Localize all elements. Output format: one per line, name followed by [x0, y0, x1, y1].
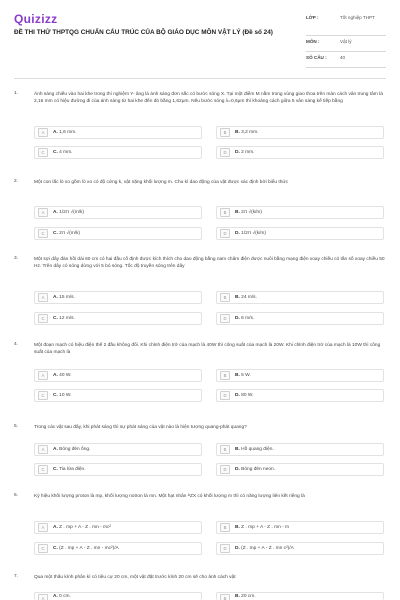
- option-text: Tia lửa điện.: [59, 467, 86, 472]
- option-c[interactable]: [34, 389, 202, 402]
- option-d[interactable]: [216, 389, 384, 402]
- question-7: [14, 574, 386, 600]
- header-divider: [14, 78, 386, 79]
- option-prefix: D.: [235, 546, 240, 551]
- option-text: 1/2π √(k/m): [241, 231, 267, 236]
- option-prefix: D.: [235, 231, 240, 236]
- meta-count: [306, 52, 386, 68]
- option-text: (Z . mp + A - Z . mn c²)/A: [241, 546, 294, 551]
- question-3: [14, 256, 386, 321]
- option-b[interactable]: [216, 291, 384, 304]
- option-c[interactable]: [34, 463, 202, 476]
- document-title: ĐỀ THI THỬ THPTQG CHUẨN CẤU TRÚC CỦA BỘ GIÁO DỤC MÔN VẬT LÝ (Đề số 24): [14, 29, 273, 36]
- option-prefix: C.: [53, 546, 58, 551]
- option-letter: A: [38, 208, 48, 217]
- meta-subject-label: MÔN :: [306, 39, 320, 44]
- option-prefix: A.: [53, 210, 58, 215]
- option-letter: D: [220, 148, 230, 157]
- option-letter: D: [220, 391, 230, 400]
- option-letter: B: [220, 371, 230, 380]
- option-d[interactable]: [216, 463, 384, 476]
- option-letter: C: [38, 391, 48, 400]
- option-text: 24 m/s.: [241, 295, 257, 300]
- option-text: Z . mp + A - Z . mn - mc²: [59, 525, 111, 530]
- option-prefix: B.: [235, 295, 240, 300]
- option-letter: D: [220, 314, 230, 323]
- option-prefix: C.: [53, 150, 58, 155]
- meta-panel: [306, 12, 386, 68]
- option-text: 1,6 mm.: [59, 130, 77, 135]
- question-number: 4.: [14, 342, 19, 347]
- option-text: Bóng đèn neon.: [241, 467, 276, 472]
- meta-subject-value: Vật lý: [340, 39, 352, 44]
- option-prefix: B.: [235, 525, 240, 530]
- option-c[interactable]: [34, 227, 202, 240]
- option-prefix: B.: [235, 447, 240, 452]
- option-prefix: A.: [53, 295, 58, 300]
- option-prefix: B.: [235, 594, 240, 599]
- meta-count-value: 40: [340, 55, 346, 60]
- option-letter: B: [220, 208, 230, 217]
- option-prefix: C.: [53, 316, 58, 321]
- option-c[interactable]: [34, 312, 202, 325]
- meta-count-label: SỐ CÂU :: [306, 55, 327, 60]
- question-text: Kỳ hiệu khối lượng proton là mp, khối lượng notron là mn. Một hạt nhân ᴬZX có khối lượng m thì có năng lượng liên kết riêng là: [34, 494, 305, 499]
- option-prefix: B.: [235, 210, 240, 215]
- option-letter: C: [38, 544, 48, 553]
- question-number: 6.: [14, 493, 19, 498]
- option-a[interactable]: [34, 291, 202, 304]
- option-prefix: A.: [53, 373, 58, 378]
- question-1: [14, 91, 386, 155]
- quizizz-logo: Quizizz: [14, 12, 58, 26]
- option-c[interactable]: [34, 146, 202, 159]
- option-letter: C: [38, 229, 48, 238]
- option-letter: B: [220, 523, 230, 532]
- option-prefix: B.: [235, 373, 240, 378]
- option-letter: A: [38, 293, 48, 302]
- question-number: 5.: [14, 424, 19, 429]
- option-d[interactable]: [216, 542, 384, 555]
- question-text: Một sợi dây đàn hồi dài 60 cm có hai đầu cố định được kích thích cho dao động bằng nam châm điện được nuôi bằng mạng điện xoay chiều có tần số xoay chiều 50 Hz. Trên dây có sóng dừng với 5 bó sóng. Tốc độ truyền sóng trên dây: [34, 257, 385, 270]
- option-letter: D: [220, 544, 230, 553]
- option-letter: A: [38, 128, 48, 137]
- option-letter: A: [38, 371, 48, 380]
- option-letter: B: [220, 594, 230, 600]
- option-letter: D: [220, 229, 230, 238]
- option-prefix: D.: [235, 316, 240, 321]
- option-prefix: A.: [53, 130, 58, 135]
- question-text: Qua một thấu kính phân kì có tiêu cự 20 cm, một vật đặt trước kính 20 cm sẽ cho ảnh cách vật: [34, 575, 236, 580]
- option-text: 20 cm.: [241, 594, 256, 599]
- option-a[interactable]: [34, 369, 202, 382]
- option-prefix: D.: [235, 150, 240, 155]
- option-prefix: C.: [53, 231, 58, 236]
- option-text: 15 m/s.: [59, 295, 75, 300]
- question-number: 1.: [14, 91, 19, 96]
- option-prefix: B.: [235, 130, 240, 135]
- option-letter: B: [220, 128, 230, 137]
- option-prefix: A.: [53, 594, 58, 599]
- option-letter: D: [220, 465, 230, 474]
- meta-grade-label: LỚP :: [306, 15, 319, 20]
- option-a[interactable]: [34, 126, 202, 139]
- option-letter: A: [38, 445, 48, 454]
- option-prefix: A.: [53, 447, 58, 452]
- option-letter: C: [38, 148, 48, 157]
- option-a[interactable]: [34, 521, 202, 534]
- option-text: 2π √(k/m): [241, 210, 263, 215]
- option-text: (Z . mp + A - Z . mn - mc²)/A: [59, 546, 119, 551]
- question-2: [14, 179, 386, 236]
- option-text: Hồ quang điện.: [241, 447, 274, 452]
- question-6: [14, 493, 386, 551]
- option-text: 6 m/s.: [241, 316, 255, 321]
- option-b[interactable]: [216, 443, 384, 456]
- option-d[interactable]: [216, 146, 384, 159]
- option-d[interactable]: [216, 312, 384, 325]
- option-text: 80 W.: [241, 393, 254, 398]
- option-text: 2π √(m/k): [59, 231, 81, 236]
- option-text: 3,2 mm.: [241, 130, 259, 135]
- option-text: 0 cm.: [59, 594, 71, 599]
- option-b[interactable]: [216, 369, 384, 382]
- option-text: Bóng đèn ống.: [59, 447, 91, 452]
- option-text: 1/2π √(m/k): [59, 210, 85, 215]
- option-a[interactable]: [34, 443, 202, 456]
- question-text: Một đoạn mạch có hiệu điện thế 2 đầu không đổi. Khi chỉnh điện trở của mạch là 40W thì công suất của mạch là 20W. Khi chỉnh điện trở của mạch là 10W thì công suất của mạch là: [34, 343, 381, 356]
- option-c[interactable]: [34, 542, 202, 555]
- question-number: 7.: [14, 574, 19, 579]
- question-4: [14, 342, 386, 398]
- option-prefix: C.: [53, 393, 58, 398]
- option-letter: B: [220, 445, 230, 454]
- option-prefix: D.: [235, 467, 240, 472]
- option-text: 5 W.: [241, 373, 251, 378]
- option-text: 40 W.: [59, 373, 72, 378]
- option-a[interactable]: [34, 206, 202, 219]
- option-text: Z . mp + A - Z . mn - m: [241, 525, 289, 530]
- option-letter: A: [38, 594, 48, 600]
- question-text: Một con lắc lò xo gồm lò xo có độ cứng k, vật nặng khối lượng m. Chu kì dao động của vật được xác định bởi biểu thức: [34, 180, 288, 185]
- option-d[interactable]: [216, 227, 384, 240]
- meta-subject: [306, 36, 386, 52]
- option-text: 4 mm.: [59, 150, 73, 155]
- question-text: Trong các vật sau đây, khi phát sáng thì sự phát sáng của vật nào là hiện tượng quang-phát quang?: [34, 425, 247, 430]
- option-text: 2 mm.: [241, 150, 255, 155]
- question-5: [14, 424, 386, 472]
- option-prefix: A.: [53, 525, 58, 530]
- meta-grade: [306, 12, 386, 36]
- option-b[interactable]: [216, 126, 384, 139]
- option-b[interactable]: [216, 206, 384, 219]
- option-a[interactable]: [34, 592, 202, 600]
- option-b[interactable]: [216, 521, 384, 534]
- question-number: 3.: [14, 256, 19, 261]
- option-prefix: C.: [53, 467, 58, 472]
- option-b[interactable]: [216, 592, 384, 600]
- option-prefix: D.: [235, 393, 240, 398]
- meta-grade-value: Tốt nghiệp THPT: [340, 15, 375, 20]
- option-letter: C: [38, 465, 48, 474]
- question-text: Ánh sáng chiếu vào hai khe trong thí nghiệm Y- âng là ánh sáng đơn sắc có bước sóng X. Tại một điểm M nằm trong vùng giao thoa trên màn cách vân trung tâm là 2,16 mm có hiệu đường đi của ánh sáng từ hai khe đến đó bằng 1,62μm. Nếu bước sóng λ=0,6μm thì khoảng cách giữa 5 vân sáng kế tiếp bằng: [34, 92, 383, 105]
- option-text: 12 m/s.: [59, 316, 75, 321]
- option-letter: B: [220, 293, 230, 302]
- option-letter: A: [38, 523, 48, 532]
- question-number: 2.: [14, 179, 19, 184]
- option-text: 10 W.: [59, 393, 72, 398]
- option-letter: C: [38, 314, 48, 323]
